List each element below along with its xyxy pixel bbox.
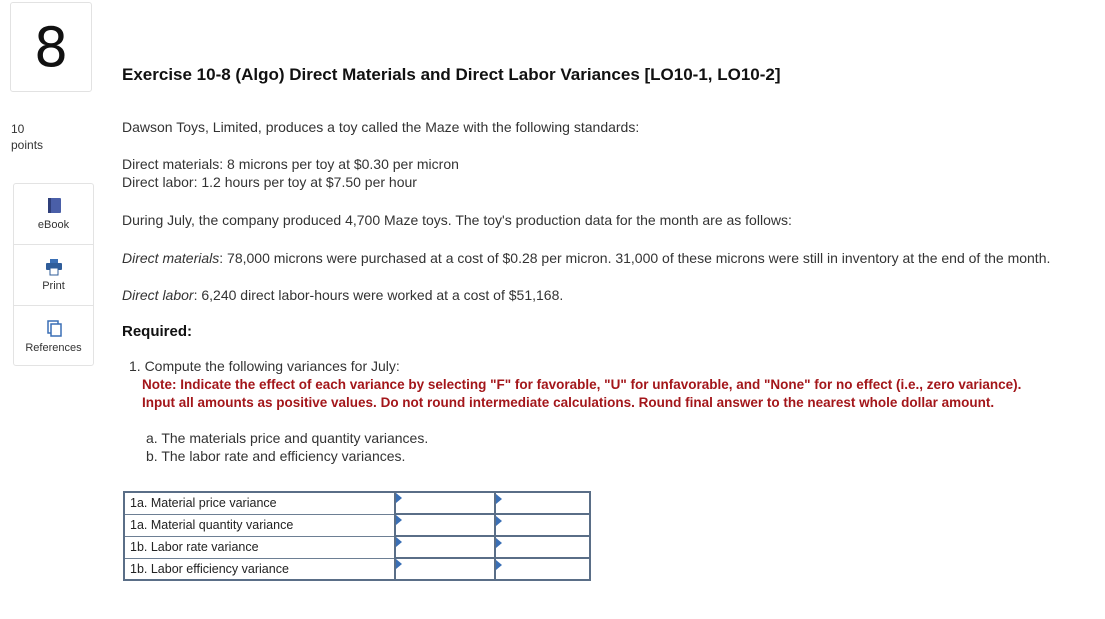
sub-requirement-b: b. The labor rate and efficiency variances. [146, 448, 406, 464]
points-label: points [11, 138, 44, 152]
variance-amount-input[interactable] [395, 558, 495, 580]
book-icon [44, 197, 64, 215]
table-row [124, 558, 590, 580]
standard-labor: Direct labor: 1.2 hours per toy at $7.50 per hour [122, 174, 417, 190]
references-label: References [25, 341, 82, 354]
variance-amount-input[interactable] [395, 514, 495, 536]
variance-amount-input[interactable] [395, 492, 495, 514]
table-row [124, 514, 590, 536]
row-label: 1b. Labor rate variance [124, 536, 395, 558]
input-marker-icon [496, 494, 502, 504]
requirement-1: 1. Compute the following variances for July: [129, 358, 400, 374]
variance-effect-select[interactable] [495, 536, 590, 558]
variance-effect-select[interactable] [495, 558, 590, 580]
actual-materials-text: : 78,000 microns were purchased at a cost of $0.28 per micron. 31,000 of these microns were still in inventory at the end of the month. [219, 250, 1051, 266]
row-label: 1a. Material quantity variance [124, 514, 395, 536]
documents-icon [44, 320, 64, 338]
actual-labor [122, 286, 563, 304]
input-marker-icon [496, 538, 502, 548]
input-marker-icon [396, 493, 402, 503]
intro-text: Dawson Toys, Limited, produces a toy called the Maze with the following standards: [122, 119, 640, 135]
sub-requirement-a: a. The materials price and quantity variances. [146, 430, 429, 446]
row-label: 1b. Labor efficiency variance [124, 558, 395, 580]
print-button[interactable] [14, 245, 93, 306]
variance-amount-input[interactable] [395, 536, 495, 558]
july-intro: During July, the company produced 4,700 Maze toys. The toy's production data for the month are as follows: [122, 212, 792, 228]
ebook-label: eBook [37, 219, 70, 231]
references-button[interactable] [14, 306, 93, 367]
input-marker-icon [396, 537, 402, 547]
printer-icon [44, 258, 64, 276]
actual-labor-label: Direct labor [122, 287, 194, 303]
ebook-button[interactable] [14, 184, 93, 245]
print-label: Print [42, 280, 65, 292]
variance-effect-select[interactable] [495, 492, 590, 514]
question-number: 8 [33, 15, 69, 79]
table-row [124, 492, 590, 514]
required-heading: Required: [122, 323, 193, 340]
resource-panel [13, 183, 94, 366]
table-row [124, 536, 590, 558]
points-info [11, 121, 43, 153]
question-number-box [10, 2, 92, 92]
row-label: 1a. Material price variance [124, 492, 395, 514]
input-marker-icon [396, 559, 402, 569]
points-value: 10 [11, 122, 25, 136]
answer-table [123, 491, 591, 581]
input-marker-icon [496, 516, 502, 526]
input-marker-icon [396, 515, 402, 525]
instructions-note: Note: Indicate the effect of each variance by selecting "F" for favorable, "U" for unfavorable, and "None" for no effect (i.e., zero variance). Input all amounts as positive values. Do not round intermediate calculations. Round final answer to the nearest whole dollar amount. [142, 377, 1022, 410]
exercise-title: Exercise 10-8 (Algo) Direct Materials and Direct Labor Variances [LO10-1, LO10-2] [122, 65, 781, 84]
standard-materials: Direct materials: 8 microns per toy at $0.30 per micron [122, 156, 459, 172]
actual-materials [122, 249, 1052, 267]
input-marker-icon [496, 560, 502, 570]
variance-effect-select[interactable] [495, 514, 590, 536]
actual-materials-label: Direct materials [122, 250, 220, 266]
actual-labor-text: : 6,240 direct labor-hours were worked at a cost of $51,168. [193, 287, 564, 303]
